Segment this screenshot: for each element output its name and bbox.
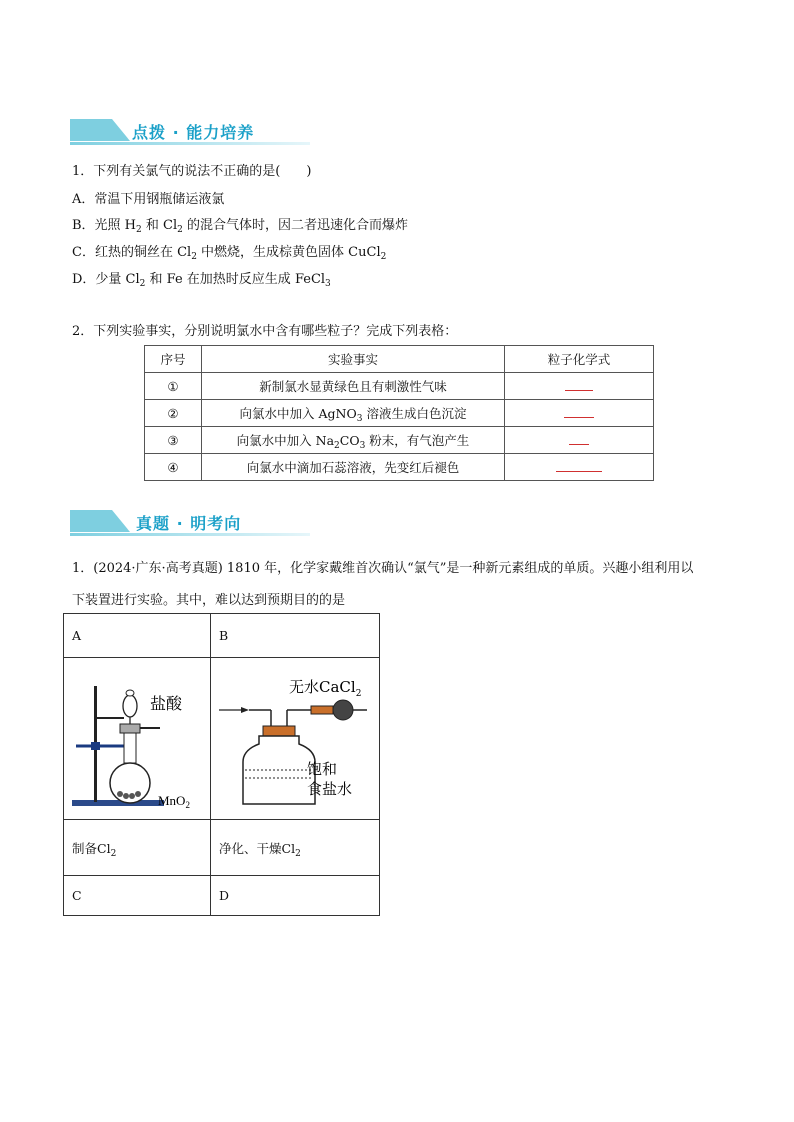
purpose-b: 净化、干燥$Cl_2$ [211, 820, 380, 876]
answer-blank-cell[interactable] [505, 454, 654, 481]
cell-label-b: B [211, 614, 380, 658]
row-no: ④ [145, 454, 202, 481]
apparatus-b-cell [211, 658, 380, 820]
label-saturated: 饱和 [307, 760, 338, 778]
section-title: 真题 · 明考向 [136, 514, 242, 533]
apparatus-a-cell [64, 658, 211, 820]
row-fact: 新制氯水显黄绿色且有刺激性气味 [202, 373, 505, 400]
answer-blank[interactable] [564, 405, 594, 418]
q2-stem: 2．下列实验事实，分别说明氯水中含有哪些粒子？完成下列表格： [72, 324, 458, 339]
section-banner-ability [70, 119, 310, 145]
facts-table [144, 345, 654, 481]
row-fact: 向氯水中滴加石蕊溶液，先变红后褪色 [202, 454, 505, 481]
q3-line1: 1．(2024·广东·高考真题) 1810 年，化学家戴维首次确认“氯气”是一种新元素组成的单质。兴趣小组利用以 [72, 561, 694, 576]
label-brine: 食盐水 [307, 780, 353, 798]
table-row [145, 400, 654, 427]
col-header-fact: 实验事实 [202, 346, 505, 373]
table-header-row [145, 346, 654, 373]
label-anhydrous-cacl2: 无水CaCl$_2$ [289, 678, 362, 699]
col-header-no: 序号 [145, 346, 202, 373]
row-fact: 向氯水中加入 $Na_2CO_3$ 粉末，有气泡产生 [202, 427, 505, 454]
table-row [145, 427, 654, 454]
row-no: ② [145, 400, 202, 427]
answer-blank-cell[interactable] [505, 427, 654, 454]
svg-text:MnO2: MnO$_2$ [158, 793, 190, 810]
q1-option-d: D．少量 $Cl_2$ 和 Fe 在加热时反应生成 FeCl$_3$ [72, 272, 331, 289]
answer-blank[interactable] [556, 459, 602, 472]
banner-decoration [70, 119, 130, 141]
purpose-a: 制备$Cl_2$ [64, 820, 211, 876]
banner-decoration [70, 510, 130, 532]
row-no: ③ [145, 427, 202, 454]
answer-blank[interactable] [569, 432, 589, 445]
row-fact: 向氯水中加入 AgNO$_3$ 溶液生成白色沉淀 [202, 400, 505, 427]
row-no: ① [145, 373, 202, 400]
answer-blank-cell[interactable] [505, 400, 654, 427]
cell-label-a: A [64, 614, 211, 658]
cell-label-d: D [211, 876, 380, 916]
section-title: 点拨 · 能力培养 [132, 123, 255, 142]
table-row [145, 373, 654, 400]
q3-line2: 下装置进行实验。其中，难以达到预期目的的是 [72, 593, 346, 608]
q1-option-c: C．红热的铜丝在 $Cl_2$ 中燃烧，生成棕黄色固体 CuCl$_2$ [72, 245, 387, 262]
q1-option-a: A．常温下用钢瓶储运液氯 [72, 192, 225, 207]
q1-option-b: B．光照 $H_2$ 和 $Cl_2$ 的混合气体时，因二者迅速化合而爆炸 [72, 218, 409, 235]
apparatus-table [63, 613, 380, 916]
cell-label-c: C [64, 876, 211, 916]
chlorine-generator-diagram [64, 658, 210, 816]
table-row [145, 454, 654, 481]
col-header-particle: 粒子化学式 [505, 346, 654, 373]
section-banner-exam [70, 510, 310, 536]
q1-stem: 1．下列有关氯气的说法不正确的是( ) [72, 164, 312, 179]
label-hydrochloric-acid: 盐酸 [150, 694, 183, 713]
gas-washing-bottle-diagram [211, 658, 379, 816]
answer-blank-cell[interactable] [505, 373, 654, 400]
answer-blank[interactable] [565, 378, 593, 391]
